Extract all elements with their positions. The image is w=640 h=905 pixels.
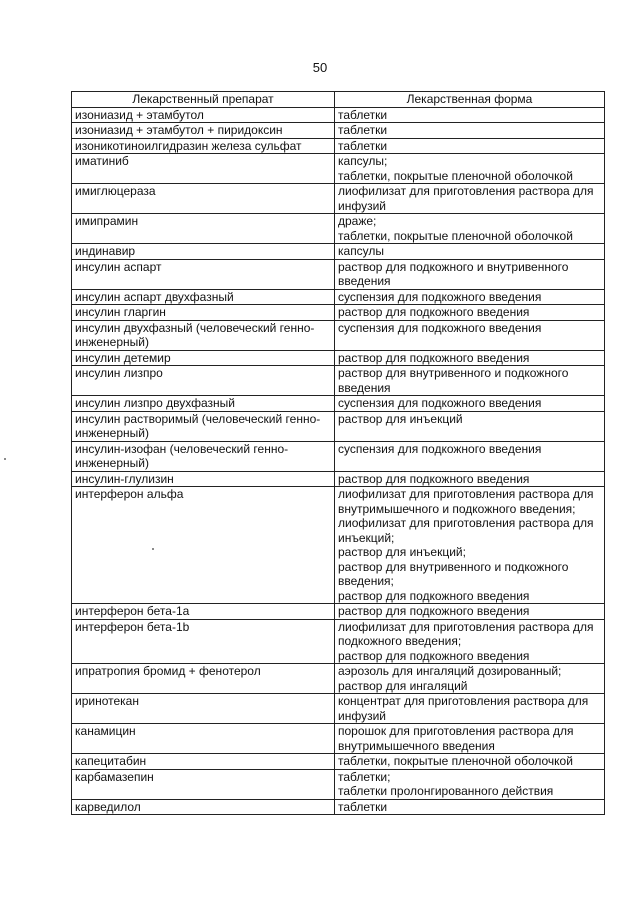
table-row bbox=[72, 754, 605, 770]
dosage-form-cell: концентрат для приготовления раствора для инфузий bbox=[335, 694, 605, 724]
drug-name-cell: инсулин лизпро двухфазный bbox=[72, 396, 335, 412]
drug-name-cell: карбамазепин bbox=[72, 769, 335, 799]
drug-name-cell: капецитабин bbox=[72, 754, 335, 770]
table-row bbox=[72, 619, 605, 664]
table-row bbox=[72, 305, 605, 321]
dosage-form-cell: драже; таблетки, покрытые пленочной оболочкой bbox=[335, 214, 605, 244]
page-number: 50 bbox=[312, 60, 328, 75]
table-row bbox=[72, 799, 605, 815]
drug-name-cell: изониазид + этамбутол bbox=[72, 107, 335, 123]
drug-name-cell: иринотекан bbox=[72, 694, 335, 724]
table-row bbox=[72, 411, 605, 441]
table-row bbox=[72, 123, 605, 139]
dosage-form-cell: аэрозоль для ингаляций дозированный; раствор для ингаляций bbox=[335, 664, 605, 694]
table-body bbox=[72, 107, 605, 815]
table-row bbox=[72, 694, 605, 724]
table-row bbox=[72, 441, 605, 471]
dosage-form-cell: лиофилизат для приготовления раствора для внутримышечного и подкожного введения; лиофилизат для приготовления раствора для инъекций; раствор для инъекций; раствор для внутривенного и подкожного введения; раствор для подкожного введения bbox=[335, 487, 605, 604]
drug-name-cell: канамицин bbox=[72, 724, 335, 754]
column-header-drug: Лекарственный препарат bbox=[72, 92, 335, 108]
drug-name-cell: индинавир bbox=[72, 244, 335, 260]
table-row bbox=[72, 259, 605, 289]
dosage-form-cell: раствор для подкожного введения bbox=[335, 604, 605, 620]
table-row bbox=[72, 769, 605, 799]
table-row bbox=[72, 724, 605, 754]
drug-name-cell: инсулин детемир bbox=[72, 350, 335, 366]
dosage-form-cell: порошок для приготовления раствора для внутримышечного введения bbox=[335, 724, 605, 754]
dosage-form-cell: капсулы; таблетки, покрытые пленочной оболочкой bbox=[335, 154, 605, 184]
drug-name-cell: инсулин растворимый (человеческий генно-инженерный) bbox=[72, 411, 335, 441]
drug-name-cell: инсулин лизпро bbox=[72, 366, 335, 396]
drug-table bbox=[71, 91, 605, 815]
drug-name-cell: инсулин гларгин bbox=[72, 305, 335, 321]
drug-name-cell: интерферон бета-1b bbox=[72, 619, 335, 664]
drug-name-cell: интерферон альфа bbox=[72, 487, 335, 604]
dosage-form-cell: суспензия для подкожного введения bbox=[335, 441, 605, 471]
dosage-form-cell: таблетки bbox=[335, 123, 605, 139]
column-header-form: Лекарственная форма bbox=[335, 92, 605, 108]
dosage-form-cell: раствор для подкожного введения bbox=[335, 471, 605, 487]
drug-name-cell: изоникотиноилгидразин железа сульфат bbox=[72, 138, 335, 154]
drug-name-cell: интерферон бета-1а bbox=[72, 604, 335, 620]
dosage-form-cell: лиофилизат для приготовления раствора для подкожного введения; раствор для подкожного введения bbox=[335, 619, 605, 664]
scan-speck bbox=[152, 548, 154, 550]
table-header-row bbox=[72, 92, 605, 108]
table-row bbox=[72, 604, 605, 620]
table-row bbox=[72, 320, 605, 350]
dosage-form-cell: лиофилизат для приготовления раствора для инфузий bbox=[335, 184, 605, 214]
dosage-form-cell: таблетки; таблетки пролонгированного действия bbox=[335, 769, 605, 799]
table-row bbox=[72, 184, 605, 214]
table-row bbox=[72, 244, 605, 260]
drug-name-cell: инсулин двухфазный (человеческий генно-инженерный) bbox=[72, 320, 335, 350]
drug-name-cell: карведилол bbox=[72, 799, 335, 815]
dosage-form-cell: раствор для внутривенного и подкожного введения bbox=[335, 366, 605, 396]
dosage-form-cell: раствор для подкожного введения bbox=[335, 350, 605, 366]
dosage-form-cell: суспензия для подкожного введения bbox=[335, 320, 605, 350]
drug-name-cell: инсулин аспарт двухфазный bbox=[72, 289, 335, 305]
drug-name-cell: инсулин аспарт bbox=[72, 259, 335, 289]
drug-name-cell: инсулин-изофан (человеческий генно-инженерный) bbox=[72, 441, 335, 471]
table-row bbox=[72, 214, 605, 244]
dosage-form-cell: таблетки bbox=[335, 799, 605, 815]
drug-name-cell: имипрамин bbox=[72, 214, 335, 244]
drug-name-cell: ипратропия бромид + фенотерол bbox=[72, 664, 335, 694]
dosage-form-cell: капсулы bbox=[335, 244, 605, 260]
dosage-form-cell: суспензия для подкожного введения bbox=[335, 289, 605, 305]
dosage-form-cell: таблетки bbox=[335, 138, 605, 154]
dosage-form-cell: суспензия для подкожного введения bbox=[335, 396, 605, 412]
table-row bbox=[72, 107, 605, 123]
drug-name-cell: иматиниб bbox=[72, 154, 335, 184]
table-row bbox=[72, 154, 605, 184]
dosage-form-cell: таблетки, покрытые пленочной оболочкой bbox=[335, 754, 605, 770]
dosage-form-cell: раствор для подкожного введения bbox=[335, 305, 605, 321]
table-row bbox=[72, 487, 605, 604]
scan-speck bbox=[4, 458, 6, 460]
table-row bbox=[72, 366, 605, 396]
dosage-form-cell: таблетки bbox=[335, 107, 605, 123]
drug-name-cell: инсулин-глулизин bbox=[72, 471, 335, 487]
table-row bbox=[72, 396, 605, 412]
dosage-form-cell: раствор для подкожного и внутривенного введения bbox=[335, 259, 605, 289]
table-row bbox=[72, 664, 605, 694]
dosage-form-cell: раствор для инъекций bbox=[335, 411, 605, 441]
table-row bbox=[72, 350, 605, 366]
table-row bbox=[72, 138, 605, 154]
table-row bbox=[72, 471, 605, 487]
table-row bbox=[72, 289, 605, 305]
drug-name-cell: изониазид + этамбутол + пиридоксин bbox=[72, 123, 335, 139]
drug-name-cell: имиглюцераза bbox=[72, 184, 335, 214]
